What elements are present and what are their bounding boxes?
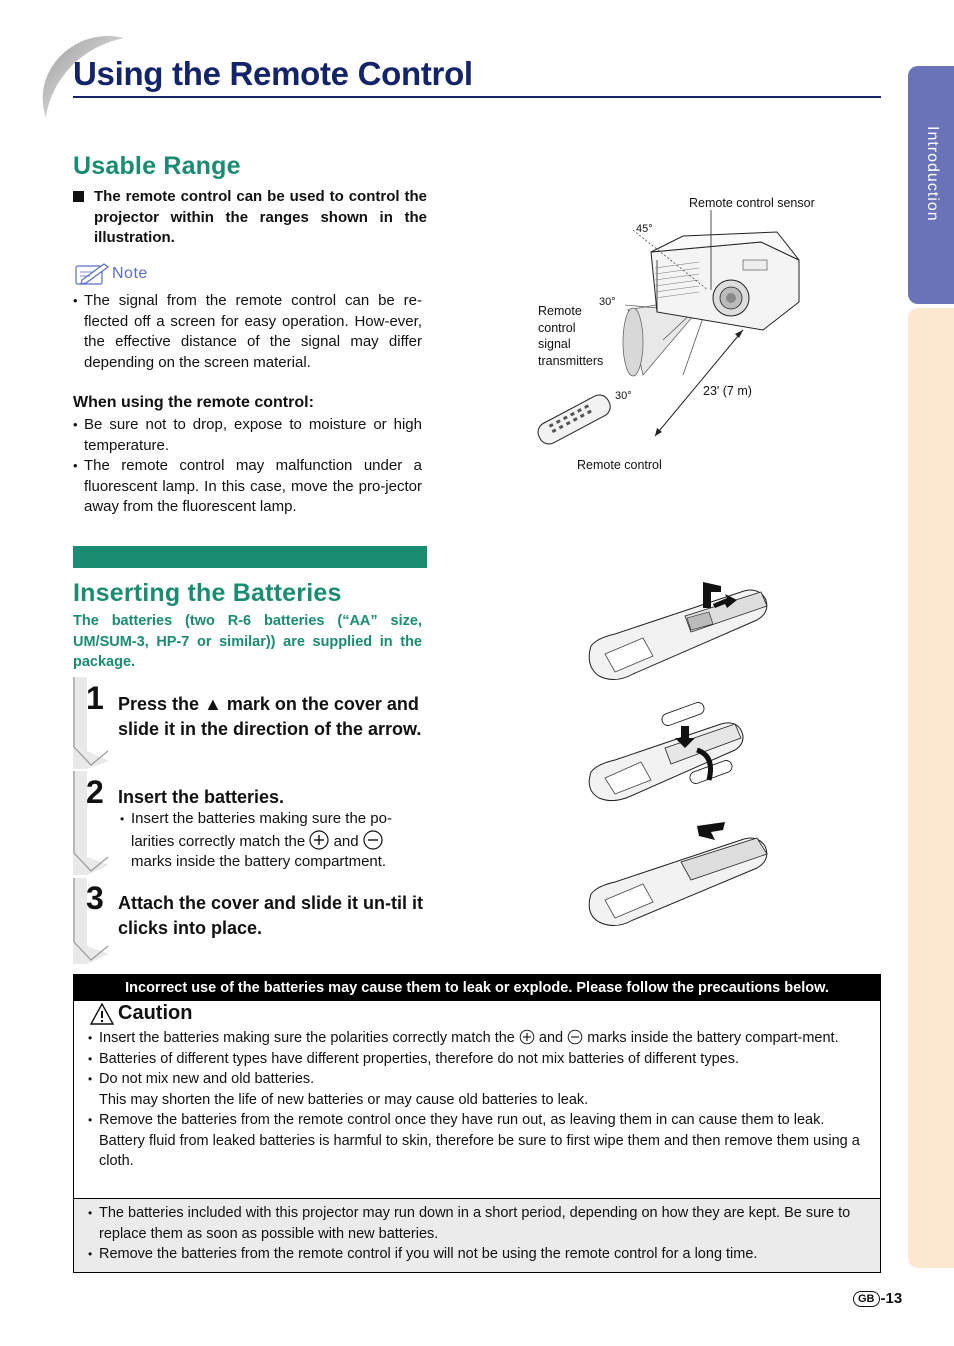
step-3-title: Attach the cover and slide it un-til it clicks into place. bbox=[118, 893, 424, 938]
minus-mark-icon bbox=[363, 830, 383, 850]
region-badge: GB bbox=[853, 1291, 880, 1307]
angle-30-top-label: 30° bbox=[599, 296, 616, 308]
note-list bbox=[73, 291, 422, 373]
transmitters-label: Remote control signal transmitters bbox=[538, 304, 604, 368]
step-1-title: Press the ▲ mark on the cover and slide it in the direction of the arrow. bbox=[118, 694, 422, 739]
caution-heading: Caution bbox=[90, 1002, 192, 1025]
square-bullet-icon bbox=[73, 191, 84, 202]
warning-bar: Incorrect use of the batteries may cause them to leak or explode. Please follow the precautions below. bbox=[73, 974, 881, 1001]
note-item: • The signal from the remote control can be re-flected off a screen for easy operation. How-ever, the effective distance of the signal may differ depending on the screen material. bbox=[73, 291, 422, 373]
pencil-note-icon bbox=[74, 260, 110, 288]
info-item: • The batteries included with this projector may run down in a short period, depending on how they are kept. Be sure to replace them as soon as possible with new batteries. bbox=[88, 1203, 870, 1244]
caution-list bbox=[88, 1028, 870, 1172]
attach-cover-illustration bbox=[585, 822, 775, 934]
warning-triangle-icon bbox=[90, 1003, 114, 1025]
step-2-title: Insert the batteries. bbox=[118, 787, 285, 807]
info-list bbox=[88, 1203, 870, 1265]
step-1-number: 1 bbox=[86, 680, 104, 716]
page-number: GB -13 bbox=[853, 1290, 902, 1307]
caution-item: • Remove the batteries from the remote control once they have run out, as leaving them in can cause them to leak. Battery fluid from leaked batteries is harmful to skin, therefore be sure to first wipe them and then remove them using a cloth. bbox=[88, 1110, 870, 1172]
section-divider-bar bbox=[73, 546, 427, 568]
plus-mark-icon bbox=[519, 1029, 535, 1045]
distance-label: 23' (7 m) bbox=[703, 384, 752, 398]
usable-range-heading: Usable Range bbox=[73, 152, 241, 180]
note-label: Note bbox=[112, 265, 148, 282]
angle-45-label: 45° bbox=[636, 223, 653, 235]
step-3-number: 3 bbox=[86, 880, 104, 916]
caution-item: • Do not mix new and old batteries. This may shorten the life of new batteries or may cause old batteries to leak. bbox=[88, 1069, 870, 1110]
angle-30-bottom-label: 30° bbox=[615, 390, 632, 402]
when-using-item: • The remote control may malfunction under a fluorescent lamp. In this case, move the pro-jector away from the fluorescent lamp. bbox=[73, 456, 422, 518]
batteries-heading: Inserting the Batteries bbox=[73, 579, 342, 607]
caution-item: • Insert the batteries making sure the polarities correctly match the and marks inside the battery compart-ment. bbox=[88, 1028, 870, 1049]
info-item: • Remove the batteries from the remote control if you will not be using the remote control for a long time. bbox=[88, 1244, 870, 1265]
step-2-body: • Insert the batteries making sure the po-larities correctly match the and marks inside the battery compartment. bbox=[120, 810, 392, 870]
caution-item: • Batteries of different types have different properties, therefore do not mix batteries of different types. bbox=[88, 1049, 870, 1070]
insert-batteries-illustration bbox=[585, 700, 750, 806]
batteries-intro: The batteries (two R-6 batteries (“AA” size, UM/SUM-3, HP-7 or similar)) are supplied in the package. bbox=[73, 613, 422, 670]
when-using-heading: When using the remote control: bbox=[73, 394, 314, 411]
title-rule bbox=[73, 96, 881, 98]
plus-mark-icon bbox=[309, 830, 329, 850]
when-using-item: • Be sure not to drop, expose to moisture or high temperature. bbox=[73, 415, 422, 456]
minus-mark-icon bbox=[567, 1029, 583, 1045]
remote-label: Remote control bbox=[577, 458, 662, 472]
note-header bbox=[74, 259, 148, 289]
page-title: Using the Remote Control bbox=[73, 55, 473, 92]
sensor-label: Remote control sensor bbox=[689, 196, 815, 210]
side-tab-label: Introduction bbox=[924, 126, 941, 222]
usable-range-lead: The remote control can be used to control the projector within the ranges shown in the illustration. bbox=[73, 187, 427, 249]
when-using-list bbox=[73, 415, 422, 518]
side-strip bbox=[908, 308, 954, 1268]
remove-cover-illustration bbox=[585, 576, 775, 688]
usable-range-diagram bbox=[533, 190, 843, 480]
step-2-number: 2 bbox=[86, 774, 104, 810]
